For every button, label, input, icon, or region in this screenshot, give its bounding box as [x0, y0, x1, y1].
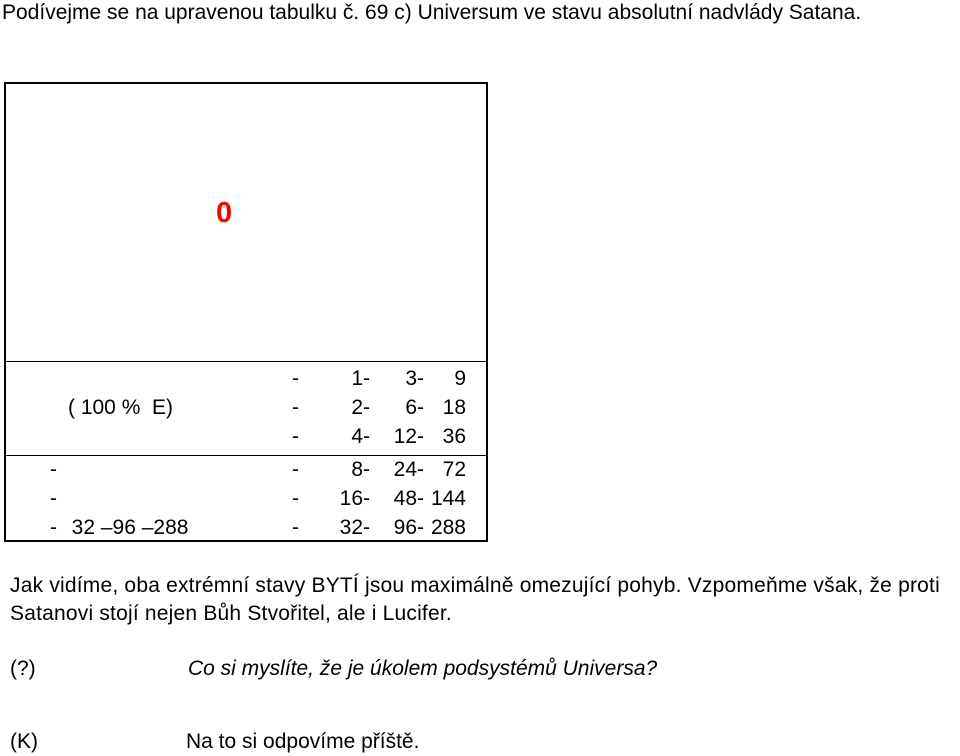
value-c: 72 [442, 458, 466, 481]
zero-value: 0 [216, 197, 233, 229]
row-dash: - [292, 458, 299, 481]
table-row [6, 484, 486, 513]
upper-cell [6, 84, 486, 362]
value-a: 32- [339, 516, 370, 539]
value-c: 36 [442, 425, 466, 448]
value-c: 9 [454, 367, 466, 390]
value-c: 144 [430, 487, 466, 510]
row-dash: - [292, 396, 299, 419]
page-heading: Podívejme se na upravenou tabulku č. 69 c) Universum ve stavu absolutní nadvlády Satana. [2, 1, 862, 24]
left-dash: - [50, 487, 57, 510]
value-b: 3- [405, 367, 424, 390]
value-a: 2- [351, 396, 370, 419]
value-a: 16- [339, 487, 370, 510]
row-dash: - [292, 425, 299, 448]
value-b: 12- [393, 425, 424, 448]
row-dash: - [292, 487, 299, 510]
value-a: 4- [351, 425, 370, 448]
left-label: 32 –96 –288 [60, 516, 189, 539]
table-row [6, 393, 486, 422]
value-b: 48- [393, 487, 424, 510]
answer-label: (K) [10, 730, 38, 753]
value-a: 8- [351, 458, 370, 481]
table-row [6, 513, 486, 542]
table-row [6, 364, 486, 393]
question-label: (?) [10, 657, 36, 680]
table-row [6, 455, 486, 484]
value-a: 1- [351, 367, 370, 390]
left-label: ( 100 % E) [68, 396, 174, 419]
value-c: 288 [430, 516, 466, 539]
row-dash: - [292, 367, 299, 390]
row-dash: - [292, 516, 299, 539]
value-b: 6- [405, 396, 424, 419]
value-b: 96- [393, 516, 424, 539]
universe-table [4, 82, 488, 542]
answer-text: Na to si odpovíme příště. [186, 730, 420, 753]
left-dash: - [50, 516, 57, 539]
value-c: 18 [442, 396, 466, 419]
left-dash: - [50, 458, 57, 481]
value-b: 24- [393, 458, 424, 481]
body-paragraph: Jak vidíme, oba extrémní stavy BYTÍ jsou maximálně omezující pohyb. Vzpomeňme však, že proti Satanovi stojí nejen Bůh Stvořitel, ale i Lucifer. [10, 574, 940, 625]
table-row [6, 422, 486, 451]
question-text: Co si myslíte, že je úkolem podsystémů Universa? [188, 657, 658, 680]
